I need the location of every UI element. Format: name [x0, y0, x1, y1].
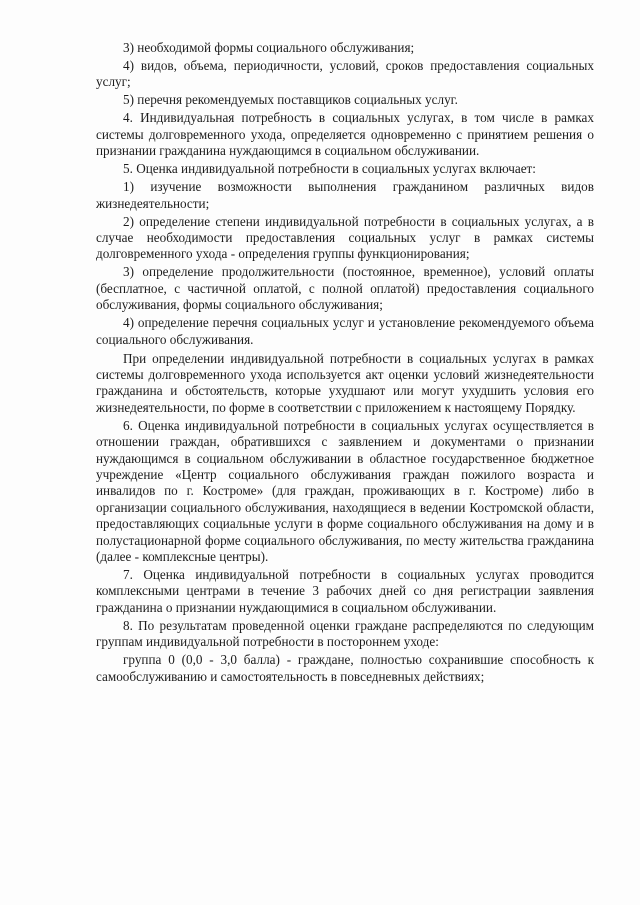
paragraph: группа 0 (0,0 - 3,0 балла) - граждане, полностью сохранившие способность к самообслуживанию и самостоятельность в повседневных действиях;	[96, 652, 594, 684]
paragraph: 4) определение перечня социальных услуг и установление рекомендуемого объема социального обслуживания.	[96, 315, 594, 347]
paragraph: 8. По результатам проведенной оценки граждане распределяются по следующим группам индивидуальной потребности в постороннем уходе:	[96, 617, 594, 650]
paragraph: 3) необходимой формы социального обслуживания;	[123, 40, 415, 55]
paragraph: 4. Индивидуальная потребность в социальных услугах, в том числе в рамках системы долговременного ухода, определяется одновременно с принятием решения о признании гражданина нуждающимся в социальном обслуживании.	[96, 110, 594, 159]
paragraph: 5. Оценка индивидуальной потребности в социальных услугах включает:	[123, 161, 536, 177]
paragraph: 7. Оценка индивидуальной потребности в социальных услугах проводится комплексными центрами в течение 3 рабочих дней со дня регистрации заявления гражданина о признании нуждающимися в социальном обслуживании.	[96, 567, 594, 615]
paragraph: При определении индивидуальной потребности в социальных услугах в рамках системы долговременного ухода используется акт оценки условий жизнедеятельности гражданина и обстоятельств, которые ухудшают или могут ухудшить условия его жизнедеятельности, по форме в соответствии с приложением к настоящему Порядку.	[96, 350, 594, 415]
paragraph: 1) изучение возможности выполнения гражданином различных видов жизнедеятельности;	[96, 179, 594, 211]
document-body	[96, 40, 594, 685]
paragraph: 3) определение продолжительности (постоянное, временное), условий оплаты (бесплатное, с частичной оплатой, с полной оплатой) предоставления социального обслуживания, формы социального обслуживания;	[96, 264, 594, 313]
paragraph: 4) видов, объема, периодичности, условий, сроков предоставления социальных услуг;	[96, 58, 594, 90]
paragraph: 2) определение степени индивидуальной потребности в социальных услугах, а в случае необходимости предоставления социальных услуг в рамках системы долговременного ухода - определения группы функционирования;	[96, 213, 594, 262]
paragraph: 5) перечня рекомендуемых поставщиков социальных услуг.	[123, 92, 458, 108]
paragraph: 6. Оценка индивидуальной потребности в социальных услугах осуществляется в отношении граждан, обратившихся с заявлением и документами о признании нуждающимся в социальном обслуживании в областное государственное бюджетное учреждение «Центр социального обслуживания граждан пожилого возраста и инвалидов по г. Костроме» (для граждан, проживающих в г. Костроме) либо в организации социального обслуживания, находящиеся в ведении Костромской области, предоставляющих социальные услуги в форме социального обслуживания на дому и в полустационарной форме социального обслуживания, по месту жительства гражданина (далее - комплексные центры).	[96, 417, 594, 565]
